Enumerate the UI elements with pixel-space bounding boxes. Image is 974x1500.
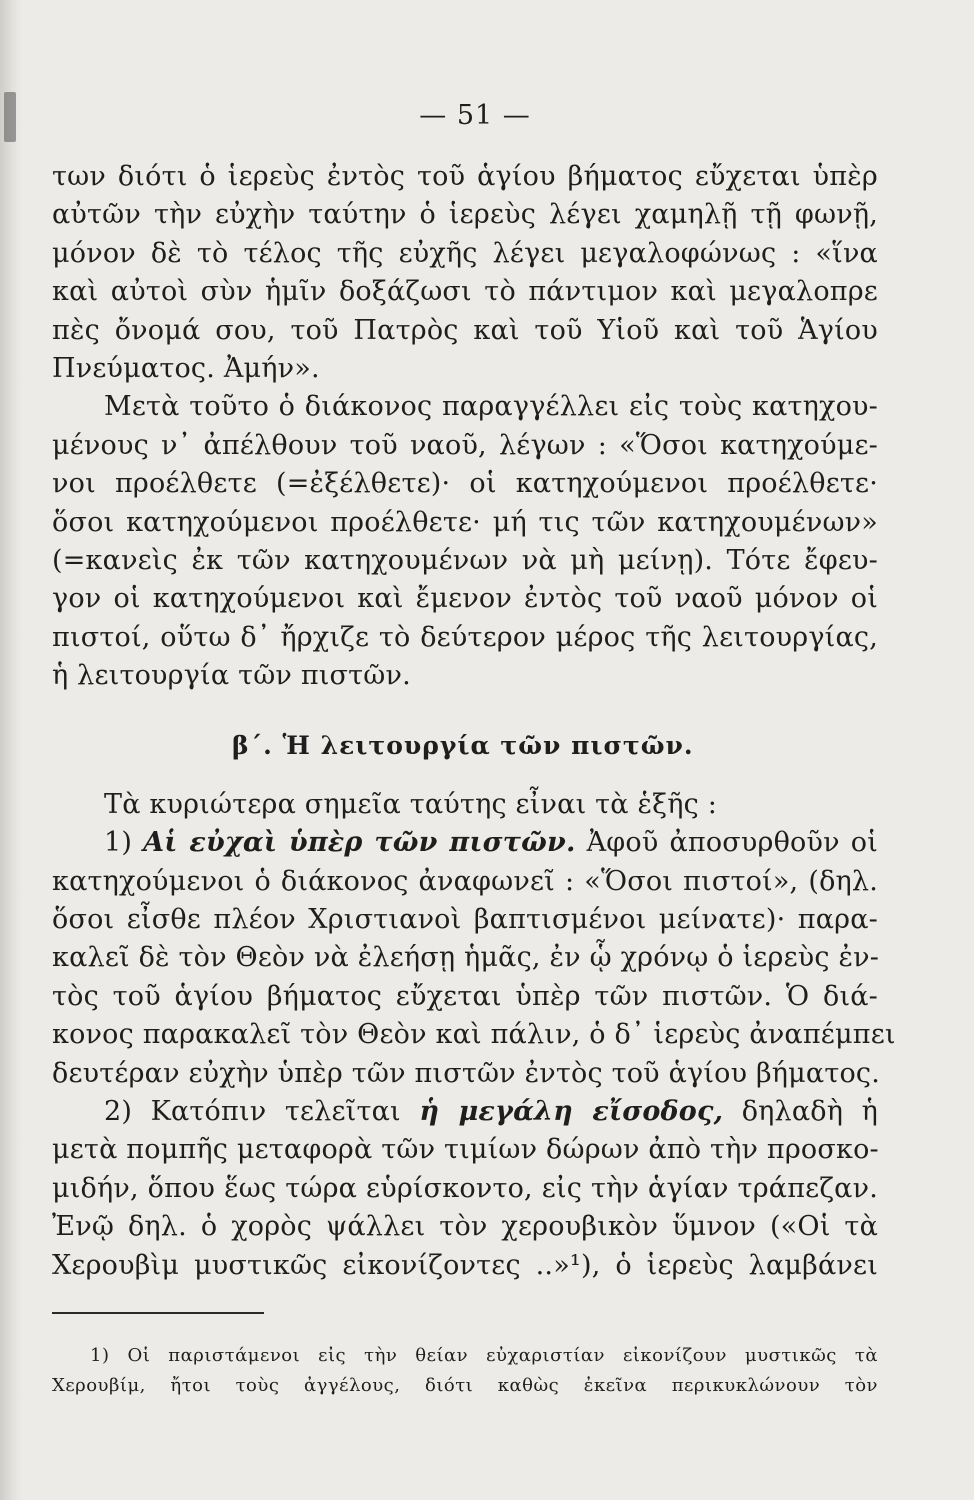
list-item-text: Ἀφοῦ ἀποσυρθοῦν οἱ	[586, 827, 878, 859]
text-line: μιδήν, ὅπου ἕως τώρα εὑρίσκοντο, εἰς τὴν ἁγίαν τράπεζαν.	[52, 1172, 878, 1204]
page-number: — 51 —	[419, 100, 531, 131]
text-line: ὅσοι εἶσθε πλέον Χριστιανοὶ βαπτισμένοι μείνατε)· παρα-	[52, 903, 878, 935]
list-item-first-line	[52, 824, 878, 862]
text-line: μόνον δὲ τὸ τέλος τῆς εὐχῆς λέγει μεγαλοφώνως : «ἵνα	[52, 237, 878, 269]
footnote	[52, 1341, 878, 1401]
paragraph-3	[52, 786, 878, 824]
text-line: Χερουβὶμ μυστικῶς εἰκονίζοντες ..»¹), ὁ ἱερεὺς λαμβάνει	[52, 1249, 878, 1281]
section-heading: β΄. Ἡ λειτουργία τῶν πιστῶν.	[232, 730, 694, 760]
list-item-2	[52, 1093, 878, 1285]
text-line: των διότι ὁ ἱερεὺς ἐντὸς τοῦ ἁγίου βήματος εὔχεται ὑπὲρ	[52, 161, 878, 192]
footnote-divider	[52, 1312, 264, 1314]
text-line: τὸς τοῦ ἁγίου βήματος εὔχεται ὑπὲρ τῶν πιστῶν. Ὁ διά-	[52, 980, 878, 1012]
list-item-prefix: 2) Κατόπιν τελεῖται	[104, 1095, 401, 1127]
text-line: καλεῖ δὲ τὸν Θεὸν νὰ ἐλεήσῃ ἡμᾶς, ἐν ᾧ χρόνῳ ὁ ἱερεὺς ἐν-	[52, 942, 880, 974]
list-item-title: ἡ μεγάλη εἴσοδος,	[419, 1095, 724, 1127]
list-item-text: δηλαδὴ ἡ	[741, 1095, 878, 1127]
text-line: Τὰ κυριώτερα σημεῖα ταύτης εἶναι τὰ ἑξῆς :	[104, 788, 718, 820]
text-line: πιστοί, οὕτω δ᾽ ἤρχιζε τὸ δεύτερον μέρος τῆς λειτουργίας,	[52, 621, 878, 653]
text-line: ἡ λειτουργία τῶν πιστῶν.	[52, 660, 411, 692]
list-item-1	[52, 824, 896, 1093]
text-line: δευτέραν εὐχὴν ὑπὲρ τῶν πιστῶν ἐντὸς τοῦ ἁγίου βήματος.	[52, 1057, 881, 1089]
text-line: νοι προέλθετε (=ἐξέλθετε)· οἱ κατηχούμενοι προέλθετε·	[52, 468, 878, 500]
footnote-line: Χερουβίμ, ἤτοι τοὺς ἀγγέλους, διότι καθὼς ἐκεῖνα περικυκλώνουν τὸν	[52, 1374, 878, 1396]
text-line: καὶ αὐτοὶ σὺν ἡμῖν δοξάζωσι τὸ πάντιμον καὶ μεγαλοπρε	[52, 276, 878, 308]
text-line: (=κανεὶς ἐκ τῶν κατηχουμένων νὰ μὴ μείνῃ). Τότε ἔφευ-	[52, 545, 878, 577]
paragraph-1	[52, 158, 878, 388]
text-line: ὅσοι κατηχούμενοι προέλθετε· μή τις τῶν κατηχουμένων»	[52, 506, 878, 538]
list-item-title: Αἱ εὐχαὶ ὑπὲρ τῶν πιστῶν.	[143, 827, 576, 859]
paragraph-2	[52, 388, 878, 695]
list-item-first-line	[52, 1093, 878, 1131]
page-content	[52, 96, 896, 1401]
text-line: κατηχούμενοι ὁ διάκονος ἀναφωνεῖ : «Ὅσοι πιστοί», (δηλ.	[52, 865, 878, 897]
page-binding-edge	[0, 0, 22, 1500]
text-line: αὐτῶν τὴν εὐχὴν ταύτην ὁ ἱερεὺς λέγει χαμηλῇ τῇ φωνῇ,	[52, 199, 878, 231]
text-line: γον οἱ κατηχούμενοι καὶ ἔμενον ἐντὸς τοῦ ναοῦ μόνον οἱ	[52, 583, 878, 615]
binding-stamp-mark	[4, 92, 16, 142]
text-line: κονος παρακαλεῖ τὸν Θεὸν καὶ πάλιν, ὁ δ᾽ ἱερεὺς ἀναπέμπει	[52, 1019, 896, 1051]
text-line: Μετὰ τοῦτο ὁ διάκονος παραγγέλλει εἰς τοὺς κατηχου-	[104, 391, 878, 423]
footnote-line: 1) Οἱ παριστάμενοι εἰς τὴν θείαν εὐχαριστίαν εἰκονίζουν μυστικῶς τὰ	[90, 1344, 878, 1366]
text-line: μετὰ πομπῆς μεταφορὰ τῶν τιμίων δώρων ἀπὸ τὴν προσκο-	[52, 1134, 879, 1166]
text-line: μένους ν᾽ ἀπέλθουν τοῦ ναοῦ, λέγων : «Ὅσοι κατηχούμε-	[52, 429, 878, 461]
text-line: πὲς ὄνομά σου, τοῦ Πατρὸς καὶ τοῦ Υἱοῦ καὶ τοῦ Ἁγίου	[52, 314, 878, 346]
list-item-number: 1)	[104, 827, 133, 859]
text-line: Ἐνῷ δηλ. ὁ χορὸς ψάλλει τὸν χερουβικὸν ὕμνον («Οἱ τὰ	[52, 1211, 878, 1243]
text-line: Πνεύματος. Ἀμήν».	[52, 353, 320, 385]
